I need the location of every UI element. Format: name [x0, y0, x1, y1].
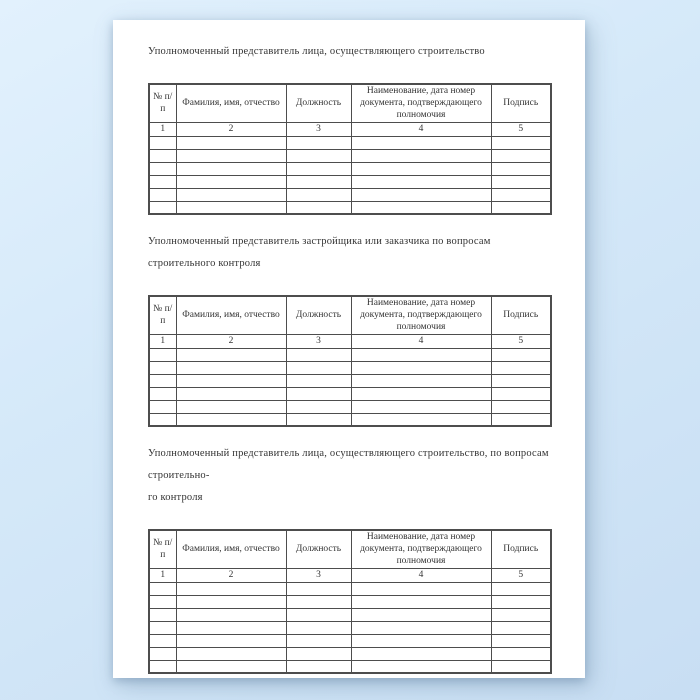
column-number: 2 [176, 334, 286, 348]
empty-cell [149, 175, 176, 188]
empty-cell [176, 162, 286, 175]
column-number: 2 [176, 568, 286, 582]
empty-cell [176, 647, 286, 660]
empty-cell [286, 201, 351, 214]
title-line: Уполномоченный представитель застройщика или заказчика по вопросам строительного контроля [148, 236, 491, 269]
table-row [149, 647, 551, 660]
empty-cell [491, 374, 551, 387]
column-number: 1 [149, 568, 176, 582]
section-builder-control-representative [148, 443, 550, 674]
empty-cell [491, 348, 551, 361]
section-title [148, 41, 550, 63]
column-number: 5 [491, 122, 551, 136]
col-header-signature: Подпись [491, 530, 551, 568]
empty-cell [286, 660, 351, 673]
table-header-row [149, 84, 551, 122]
empty-cell [149, 647, 176, 660]
table-body [149, 136, 551, 214]
empty-cell [286, 188, 351, 201]
empty-cell [149, 348, 176, 361]
empty-cell [491, 175, 551, 188]
empty-cell [176, 387, 286, 400]
empty-cell [176, 413, 286, 426]
empty-cell [176, 595, 286, 608]
empty-cell [351, 188, 491, 201]
table-header-row [149, 296, 551, 334]
col-header-authorizing-document: Наименование, дата номер документа, подтверждающего полномочия [351, 296, 491, 334]
title-line: го контроля [148, 492, 203, 503]
empty-cell [149, 201, 176, 214]
table-row [149, 608, 551, 621]
empty-cell [286, 162, 351, 175]
col-header-authorizing-document: Наименование, дата номер документа, подтверждающего полномочия [351, 530, 491, 568]
empty-cell [351, 634, 491, 647]
section-title [148, 443, 550, 509]
empty-cell [351, 361, 491, 374]
column-number-row [149, 568, 551, 582]
empty-cell [149, 413, 176, 426]
empty-cell [351, 374, 491, 387]
table-row [149, 634, 551, 647]
empty-cell [149, 361, 176, 374]
empty-cell [351, 582, 491, 595]
empty-cell [351, 136, 491, 149]
section-builder-representative [148, 41, 550, 215]
col-header-full-name: Фамилия, имя, отчество [176, 530, 286, 568]
empty-cell [491, 400, 551, 413]
column-number: 4 [351, 122, 491, 136]
column-number: 1 [149, 122, 176, 136]
empty-cell [491, 634, 551, 647]
empty-cell [149, 621, 176, 634]
representatives-table-1 [148, 83, 552, 215]
column-number: 4 [351, 568, 491, 582]
empty-cell [491, 413, 551, 426]
empty-cell [149, 387, 176, 400]
empty-cell [351, 175, 491, 188]
section-developer-representative [148, 231, 550, 427]
column-number-row [149, 334, 551, 348]
empty-cell [286, 647, 351, 660]
table-row [149, 149, 551, 162]
empty-cell [176, 201, 286, 214]
table-body [149, 582, 551, 673]
col-header-authorizing-document: Наименование, дата номер документа, подтверждающего полномочия [351, 84, 491, 122]
column-number: 3 [286, 334, 351, 348]
col-header-position: Должность [286, 84, 351, 122]
empty-cell [176, 348, 286, 361]
empty-cell [176, 136, 286, 149]
col-header-position: Должность [286, 530, 351, 568]
empty-cell [491, 582, 551, 595]
empty-cell [286, 136, 351, 149]
table-row [149, 348, 551, 361]
empty-cell [491, 647, 551, 660]
col-header-signature: Подпись [491, 296, 551, 334]
empty-cell [286, 361, 351, 374]
empty-cell [176, 608, 286, 621]
empty-cell [286, 149, 351, 162]
empty-cell [149, 400, 176, 413]
column-number: 5 [491, 568, 551, 582]
empty-cell [491, 201, 551, 214]
empty-cell [491, 361, 551, 374]
section-title [148, 231, 550, 275]
col-header-full-name: Фамилия, имя, отчество [176, 296, 286, 334]
table-row [149, 374, 551, 387]
empty-cell [491, 621, 551, 634]
empty-cell [149, 595, 176, 608]
empty-cell [351, 595, 491, 608]
table-row [149, 582, 551, 595]
empty-cell [351, 608, 491, 621]
table-body [149, 348, 551, 426]
empty-cell [149, 374, 176, 387]
col-header-number: № п/п [149, 530, 176, 568]
empty-cell [286, 413, 351, 426]
empty-cell [176, 188, 286, 201]
table-row [149, 660, 551, 673]
column-number: 2 [176, 122, 286, 136]
col-header-full-name: Фамилия, имя, отчество [176, 84, 286, 122]
empty-cell [176, 149, 286, 162]
empty-cell [491, 188, 551, 201]
column-number: 5 [491, 334, 551, 348]
table-row [149, 175, 551, 188]
empty-cell [149, 582, 176, 595]
empty-cell [176, 374, 286, 387]
empty-cell [286, 400, 351, 413]
empty-cell [286, 348, 351, 361]
empty-cell [176, 621, 286, 634]
table-header-row [149, 530, 551, 568]
table-row [149, 595, 551, 608]
empty-cell [286, 595, 351, 608]
empty-cell [286, 175, 351, 188]
empty-cell [286, 582, 351, 595]
empty-cell [286, 621, 351, 634]
title-line: Уполномоченный представитель лица, осуществляющего строительство [148, 46, 485, 57]
table-row [149, 400, 551, 413]
empty-cell [149, 608, 176, 621]
empty-cell [176, 175, 286, 188]
empty-cell [176, 660, 286, 673]
column-number: 3 [286, 568, 351, 582]
column-number: 1 [149, 334, 176, 348]
empty-cell [176, 582, 286, 595]
empty-cell [491, 162, 551, 175]
table-row [149, 621, 551, 634]
empty-cell [176, 361, 286, 374]
empty-cell [351, 413, 491, 426]
empty-cell [491, 608, 551, 621]
empty-cell [491, 149, 551, 162]
empty-cell [351, 400, 491, 413]
empty-cell [286, 634, 351, 647]
table-row [149, 188, 551, 201]
empty-cell [491, 595, 551, 608]
representatives-table-2 [148, 295, 552, 427]
empty-cell [491, 387, 551, 400]
table-row [149, 413, 551, 426]
empty-cell [286, 374, 351, 387]
empty-cell [149, 149, 176, 162]
table-row [149, 201, 551, 214]
empty-cell [351, 201, 491, 214]
column-number: 4 [351, 334, 491, 348]
empty-cell [286, 608, 351, 621]
col-header-position: Должность [286, 296, 351, 334]
empty-cell [351, 162, 491, 175]
empty-cell [149, 634, 176, 647]
empty-cell [351, 348, 491, 361]
empty-cell [351, 621, 491, 634]
table-row [149, 136, 551, 149]
empty-cell [351, 660, 491, 673]
col-header-number: № п/п [149, 84, 176, 122]
column-number-row [149, 122, 551, 136]
empty-cell [491, 660, 551, 673]
empty-cell [176, 634, 286, 647]
empty-cell [149, 188, 176, 201]
col-header-number: № п/п [149, 296, 176, 334]
empty-cell [176, 400, 286, 413]
table-row [149, 387, 551, 400]
col-header-signature: Подпись [491, 84, 551, 122]
document-page [113, 20, 585, 678]
empty-cell [286, 387, 351, 400]
empty-cell [351, 387, 491, 400]
table-row [149, 162, 551, 175]
title-line: Уполномоченный представитель лица, осуществляющего строительство, по вопросам строительно- [148, 448, 549, 481]
empty-cell [149, 136, 176, 149]
empty-cell [149, 162, 176, 175]
table-row [149, 361, 551, 374]
empty-cell [149, 660, 176, 673]
empty-cell [351, 647, 491, 660]
empty-cell [351, 149, 491, 162]
column-number: 3 [286, 122, 351, 136]
empty-cell [491, 136, 551, 149]
representatives-table-3 [148, 529, 552, 674]
